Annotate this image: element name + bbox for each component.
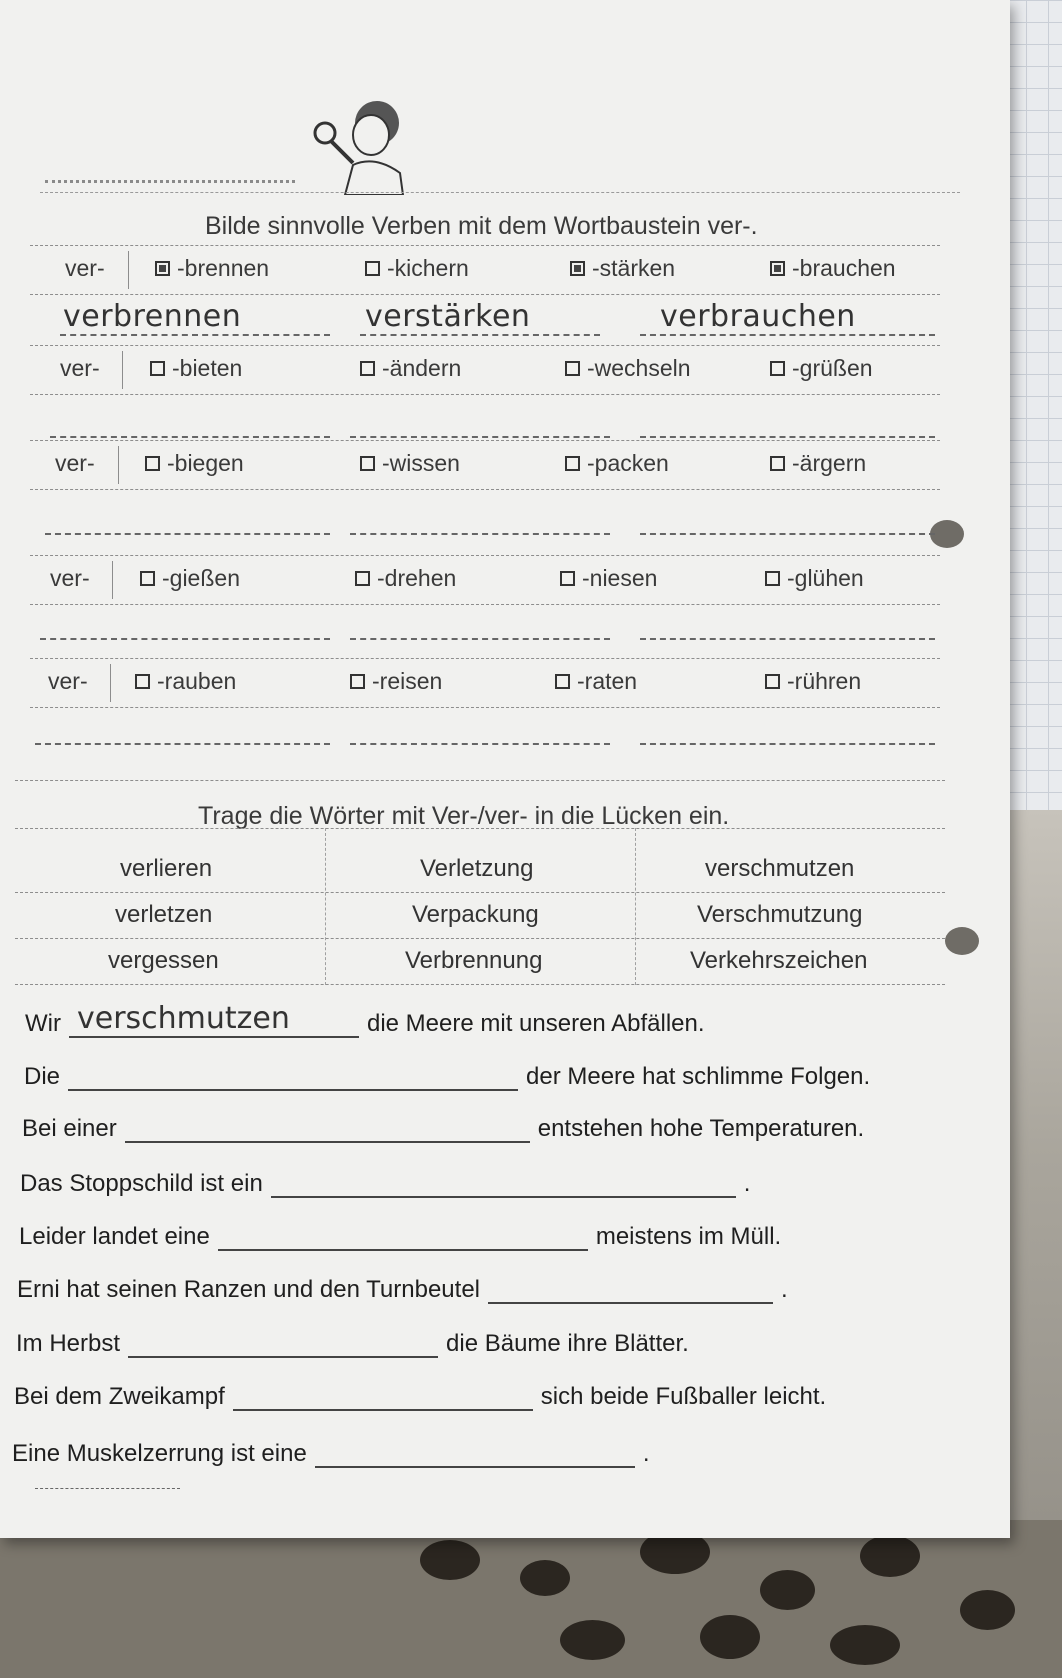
verb-option[interactable]: -raten xyxy=(555,668,637,695)
verb-option[interactable]: -ärgern xyxy=(770,450,866,477)
checkbox[interactable] xyxy=(765,674,780,689)
verb-option[interactable]: -reisen xyxy=(350,668,442,695)
task2-instruction: Trage die Wörter mit Ver-/ver- in die Lücken ein. xyxy=(198,802,730,830)
blank-field[interactable] xyxy=(125,1117,530,1143)
checkbox[interactable] xyxy=(765,571,780,586)
verb-option[interactable]: -packen xyxy=(565,450,669,477)
checkbox[interactable] xyxy=(135,674,150,689)
sentence: Das Stoppschild ist ein . xyxy=(20,1170,751,1197)
checkbox[interactable] xyxy=(140,571,155,586)
sentence: Wir verschmutzen die Meere mit unseren Abfällen. xyxy=(25,1001,705,1037)
sentence: Im Herbst die Bäume ihre Blätter. xyxy=(16,1330,689,1357)
word-bank-cell: verletzen xyxy=(115,901,213,928)
checkbox[interactable] xyxy=(145,456,160,471)
sentence: Die der Meere hat schlimme Folgen. xyxy=(24,1063,871,1090)
blank-field[interactable]: verschmutzen xyxy=(69,1012,359,1038)
answer-row xyxy=(30,705,940,749)
answer-field[interactable]: verbrauchen xyxy=(660,299,856,334)
checkbox[interactable] xyxy=(150,361,165,376)
checkbox[interactable] xyxy=(350,674,365,689)
verb-option[interactable]: -kichern xyxy=(365,255,469,282)
word-bank-cell: verlieren xyxy=(120,855,213,882)
answer-row xyxy=(30,600,940,644)
verb-option[interactable]: -rühren xyxy=(765,668,861,695)
verb-option[interactable]: -stärken xyxy=(570,255,675,282)
word-bank-cell: vergessen xyxy=(108,947,219,974)
sentence: Leider landet eine meistens im Müll. xyxy=(19,1223,782,1250)
word-bank-table xyxy=(15,780,945,985)
task1-instruction: Bilde sinnvolle Verben mit dem Wortbaustein ver-. xyxy=(205,212,758,240)
blank-field[interactable] xyxy=(488,1278,773,1304)
word-bank-cell: Verpackung xyxy=(412,901,539,928)
checkbox[interactable] xyxy=(565,361,580,376)
prefix-label: ver- xyxy=(50,565,90,591)
blank-field[interactable] xyxy=(271,1172,736,1198)
blank-field[interactable] xyxy=(218,1225,588,1251)
word-bank-cell: verschmutzen xyxy=(705,855,855,882)
prefix-label: ver- xyxy=(60,355,100,381)
answer-row xyxy=(30,296,940,340)
word-bank-cell: Verletzung xyxy=(420,855,534,882)
verb-option[interactable]: -wechseln xyxy=(565,355,691,382)
verb-row xyxy=(30,658,940,708)
verb-option[interactable]: -glühen xyxy=(765,565,864,592)
answer-field[interactable]: verstärken xyxy=(365,299,531,334)
leopard-fabric-background xyxy=(0,1520,1062,1678)
verb-option[interactable]: -niesen xyxy=(560,565,657,592)
checkbox[interactable] xyxy=(565,456,580,471)
divider xyxy=(35,1488,180,1489)
word-bank-cell: Verkehrszeichen xyxy=(690,947,868,974)
verb-row xyxy=(30,245,940,295)
checkbox[interactable] xyxy=(560,571,575,586)
verb-option[interactable]: -wissen xyxy=(360,450,460,477)
blank-field[interactable] xyxy=(315,1442,635,1468)
word-bank-cell: Verschmutzung xyxy=(697,901,863,928)
sentence: Bei einer entstehen hohe Temperaturen. xyxy=(22,1115,865,1142)
checkbox[interactable] xyxy=(355,571,370,586)
magnifying-glass-detective-icon xyxy=(305,95,415,195)
verb-option[interactable]: -brauchen xyxy=(770,255,896,282)
checkbox[interactable] xyxy=(555,674,570,689)
blank-field[interactable] xyxy=(68,1065,518,1091)
checkbox[interactable] xyxy=(360,361,375,376)
word-bank-cell: Verbrennung xyxy=(405,947,543,974)
punch-hole xyxy=(945,927,979,955)
verb-option[interactable]: -grüßen xyxy=(770,355,873,382)
verb-option[interactable]: -drehen xyxy=(355,565,456,592)
answer-row xyxy=(30,495,940,539)
sentence: Bei dem Zweikampf sich beide Fußballer leicht. xyxy=(14,1383,827,1410)
checkbox[interactable] xyxy=(155,261,170,276)
checkbox[interactable] xyxy=(360,456,375,471)
blank-field[interactable] xyxy=(233,1385,533,1411)
verb-option[interactable]: -biegen xyxy=(145,450,244,477)
verb-option[interactable]: -bieten xyxy=(150,355,242,382)
verb-option[interactable]: -rauben xyxy=(135,668,236,695)
blank-field[interactable] xyxy=(128,1332,438,1358)
verb-row xyxy=(30,345,940,395)
prefix-label: ver- xyxy=(48,668,88,694)
checkbox[interactable] xyxy=(365,261,380,276)
checkbox[interactable] xyxy=(770,361,785,376)
verb-option[interactable]: -ändern xyxy=(360,355,461,382)
answer-row xyxy=(30,398,940,442)
verb-option[interactable]: -brennen xyxy=(155,255,269,282)
header-decoration xyxy=(45,140,295,183)
verb-option[interactable]: -gießen xyxy=(140,565,240,592)
checkbox[interactable] xyxy=(770,261,785,276)
sentence: Erni hat seinen Ranzen und den Turnbeutel . xyxy=(17,1276,788,1303)
prefix-label: ver- xyxy=(65,255,105,281)
sentence: Eine Muskelzerrung ist eine . xyxy=(12,1440,650,1467)
checkbox[interactable] xyxy=(770,456,785,471)
checkbox[interactable] xyxy=(570,261,585,276)
verb-row xyxy=(30,440,940,490)
prefix-label: ver- xyxy=(55,450,95,476)
answer-field[interactable]: verbrennen xyxy=(63,299,242,334)
verb-row xyxy=(30,555,940,605)
